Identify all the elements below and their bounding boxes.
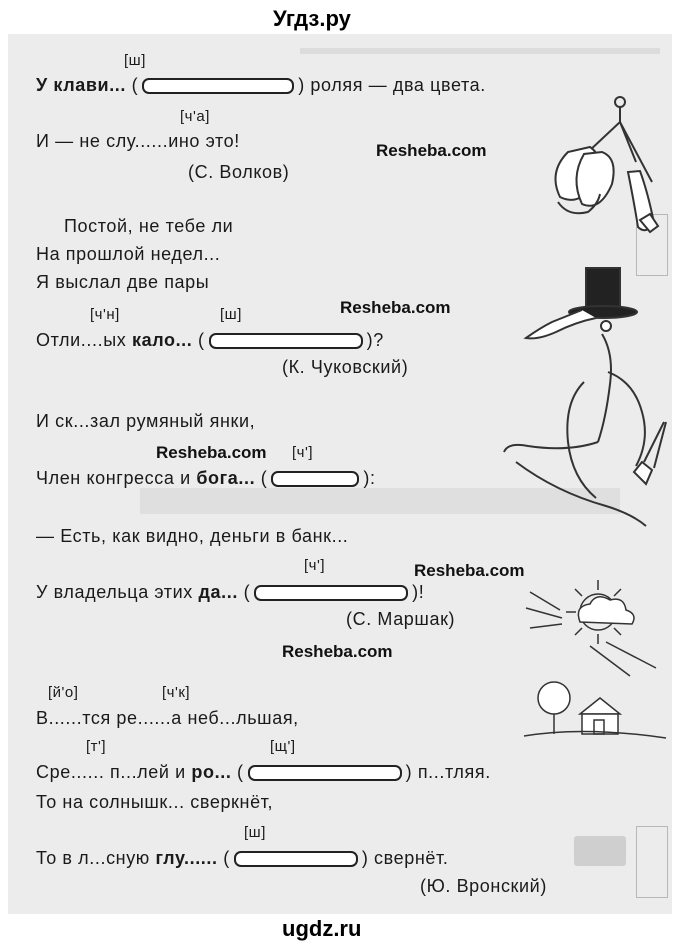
transcription: [ш]: [244, 824, 266, 841]
line-fragment: То в л...сную: [36, 848, 150, 868]
answer-blank[interactable]: [271, 471, 359, 487]
transcription: [т']: [86, 738, 107, 755]
watermark: Resheba.com: [414, 561, 525, 580]
answer-blank[interactable]: [142, 78, 294, 94]
poem-line: И — не слу......ино это!: [36, 131, 240, 151]
poem-line: Сре...... п...лей и ро... ( ) п...тляя.: [36, 762, 491, 782]
watermark: Resheba.com: [376, 141, 487, 160]
line-fragment: У владельца этих: [36, 582, 193, 602]
poem-line: То в л...сную глу...... ( ) свернёт.: [36, 848, 449, 868]
answer-blank[interactable]: [248, 765, 402, 781]
poem-line: Постой, не тебе ли: [64, 216, 234, 236]
answer-blank[interactable]: [234, 851, 358, 867]
watermark: Resheba.com: [282, 642, 393, 661]
watermark: Resheba.com: [156, 443, 267, 462]
poem-author: (К. Чуковский): [282, 357, 409, 377]
line-fragment: бога...: [196, 468, 256, 488]
crocodile-illustration: [496, 262, 672, 532]
line-fragment: п...тляя.: [417, 762, 491, 782]
line-fragment: кало...: [131, 330, 193, 350]
line-fragment: :: [369, 468, 376, 488]
poem-line: — Есть, как видно, деньги в банк...: [36, 526, 349, 546]
transcription: [ш]: [220, 306, 242, 323]
transcription: [щ']: [270, 738, 296, 755]
background-sticker: [574, 836, 626, 866]
line-fragment: глу......: [155, 848, 218, 868]
poem-line: На прошлой недел...: [36, 244, 221, 264]
poem-author: (Ю. Вронский): [420, 876, 547, 896]
transcription: [ч'а]: [180, 108, 210, 125]
background-side-box: [636, 826, 668, 898]
poem-line: У клави... ( ) роляя — два цвета.: [36, 75, 486, 95]
line-fragment: Отли....ых: [36, 330, 127, 350]
house-trees-illustration: [520, 668, 670, 748]
poem-line: В......тся ре......а неб...льшая,: [36, 708, 299, 728]
answer-blank[interactable]: [209, 333, 363, 349]
transcription: [ч']: [292, 444, 314, 461]
poem-author: (С. Маршак): [346, 609, 456, 629]
line-fragment: ро...: [191, 762, 232, 782]
poem-line: Отли....ых кало... ( )?: [36, 330, 384, 350]
line-fragment: Член конгресса и: [36, 468, 191, 488]
line-fragment: !: [418, 582, 425, 602]
line-fragment: ?: [373, 330, 384, 350]
watermark: Resheba.com: [340, 298, 451, 317]
poem-line: Член конгресса и бога... ( ):: [36, 468, 376, 488]
poem-line: И ск...зал румяный янки,: [36, 411, 256, 431]
hanging-shoes-illustration: [528, 92, 668, 252]
poem-line: То на солнышк... сверкнёт,: [36, 792, 274, 812]
transcription: [ч'н]: [90, 306, 120, 323]
poem-author: (С. Волков): [188, 162, 290, 182]
site-header: Угдз.ру: [273, 6, 351, 31]
line-fragment: роляя — два цвета.: [310, 75, 486, 95]
line-fragment: У клави...: [36, 75, 127, 95]
transcription: [ч'к]: [162, 684, 191, 701]
transcription: [й'о]: [48, 684, 79, 701]
transcription: [ш]: [124, 52, 146, 69]
poem-line: У владельца этих да... ( )!: [36, 582, 425, 602]
line-fragment: да...: [198, 582, 238, 602]
answer-blank[interactable]: [254, 585, 408, 601]
transcription: [ч']: [304, 557, 326, 574]
line-fragment: свернёт.: [374, 848, 449, 868]
poem-line: Я выслал две пары: [36, 272, 210, 292]
sun-clouds-illustration: [520, 572, 670, 682]
line-fragment: Сре...... п...лей и: [36, 762, 186, 782]
site-footer: ugdz.ru: [282, 916, 362, 941]
